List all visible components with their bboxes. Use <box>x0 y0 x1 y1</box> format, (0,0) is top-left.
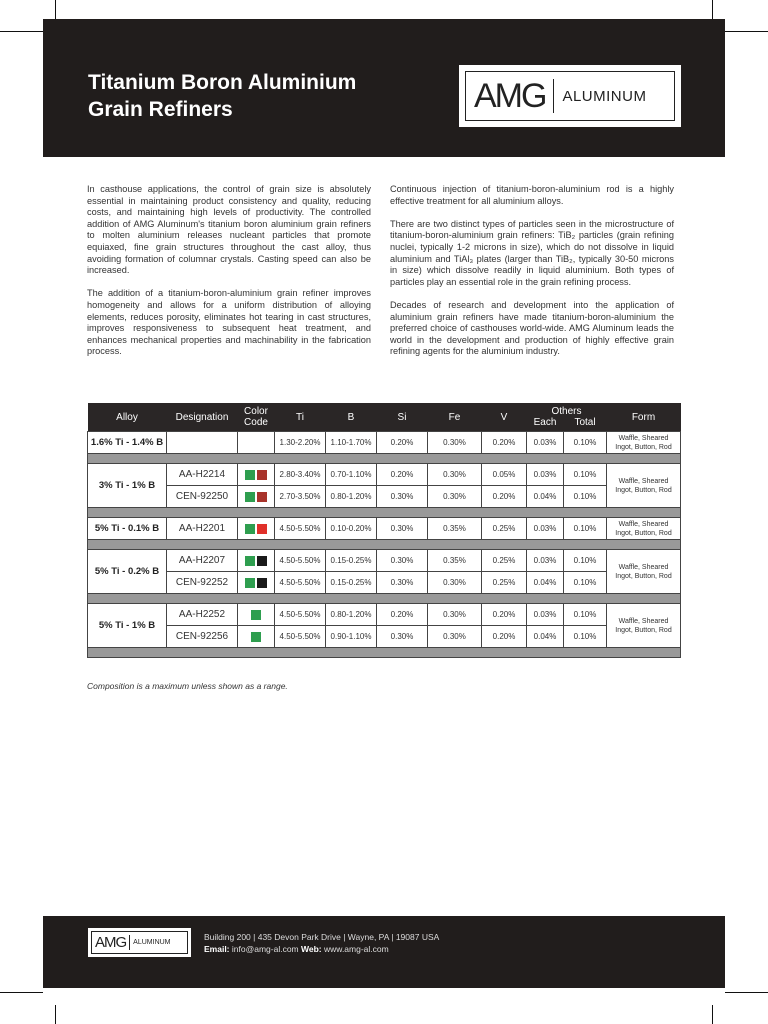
spacer-cell <box>88 540 681 550</box>
body-column-left <box>87 184 371 370</box>
logo-frame <box>465 71 675 121</box>
b-cell: 0.80-1.20% <box>326 486 377 508</box>
paragraph: There are two distinct types of particles seen in the microstructure of titanium-boron-aluminium grain refiners: TiB₂ particles (grain refining nuclei, typically 1-2 microns in size), which do not dissolve in liquid aluminium and TiAl₃ plates (larger than TiB₂, typically 30-50 microns in size) which dissolve readily in liquid aluminium. Both types of particles play an essential role in the grain refining process. <box>390 218 674 287</box>
form-line-2: Ingot, Button, Rod <box>615 486 672 494</box>
total-cell: 0.10% <box>564 486 607 508</box>
paragraph: In casthouse applications, the control of grain size is absolutely essential in maintaining product consistency and quality, reducing costs, and maintaining high levels of productivity. The controlled addition of AMG Aluminum's titanium boron aluminium grain refiners to molten aluminium releases nucleant particles that promote equiaxed, fine grain structures throughout the cast alloy, thus avoiding formation of columnar crystals. Casting speed can also be increased. <box>87 184 371 276</box>
alloy-cell: 5% Ti - 0.2% B <box>88 550 167 594</box>
form-cell <box>607 432 681 454</box>
spacer-cell <box>88 594 681 604</box>
v-cell: 0.25% <box>482 518 527 540</box>
fe-cell: 0.30% <box>428 432 482 454</box>
table-spacer-row <box>88 508 681 518</box>
designation-cell: CEN-92256 <box>167 626 238 648</box>
footer-contact <box>204 931 439 955</box>
crop-mark <box>725 992 768 993</box>
paragraph: The addition of a titanium-boron-aluminium grain refiner improves homogeneity and allows for a uniform distribution of alloying elements, reduces porosity, eliminates hot tearing in cast structures, improves responsiveness to subsequent heat treatment, and enhances mechanical properties and machinability in the fabrication process. <box>87 288 371 357</box>
form-line-1: Waffle, Sheared <box>618 477 669 485</box>
footer-logo-frame <box>91 931 188 954</box>
header-color-code <box>238 403 275 432</box>
form-line-1: Waffle, Sheared <box>618 563 669 571</box>
each-cell: 0.04% <box>527 626 564 648</box>
form-line-2: Ingot, Button, Rod <box>615 443 672 451</box>
red-swatch <box>257 492 267 502</box>
color-code-cell <box>238 626 275 648</box>
title-line-2: Grain Refiners <box>88 98 233 121</box>
fe-cell: 0.35% <box>428 550 482 572</box>
green-swatch <box>245 524 255 534</box>
footer-logo-aluminum-text: ALUMINUM <box>133 939 171 946</box>
color-code-cell <box>238 486 275 508</box>
table-spacer-row <box>88 454 681 464</box>
v-cell: 0.20% <box>482 626 527 648</box>
header-others-sub <box>527 417 607 428</box>
si-cell: 0.30% <box>377 572 428 594</box>
designation-cell: AA-H2214 <box>167 464 238 486</box>
table-spacer-row <box>88 540 681 550</box>
logo-divider <box>553 79 554 113</box>
designation-cell: AA-H2201 <box>167 518 238 540</box>
crop-mark <box>55 1005 56 1024</box>
si-cell: 0.20% <box>377 432 428 454</box>
ti-cell: 4.50-5.50% <box>275 550 326 572</box>
total-cell: 0.10% <box>564 464 607 486</box>
each-cell: 0.03% <box>527 464 564 486</box>
footer-logo-amg-text: AMG <box>95 934 127 951</box>
b-cell: 0.10-0.20% <box>326 518 377 540</box>
si-cell: 0.30% <box>377 486 428 508</box>
total-cell: 0.10% <box>564 432 607 454</box>
color-code-cell <box>238 464 275 486</box>
v-cell: 0.20% <box>482 432 527 454</box>
header-total: Total <box>574 417 596 428</box>
crop-mark <box>712 1005 713 1024</box>
b-cell: 0.70-1.10% <box>326 464 377 486</box>
black-swatch <box>257 556 267 566</box>
email-label: Email: <box>204 944 230 954</box>
crop-mark <box>725 31 768 32</box>
si-cell: 0.30% <box>377 550 428 572</box>
table-row <box>88 432 681 454</box>
each-cell: 0.03% <box>527 518 564 540</box>
page-title <box>88 69 408 123</box>
each-cell: 0.03% <box>527 550 564 572</box>
alloy-cell: 5% Ti - 1% B <box>88 604 167 648</box>
b-cell: 0.90-1.10% <box>326 626 377 648</box>
email-link[interactable]: info@amg-al.com <box>231 944 299 954</box>
header-others <box>527 403 607 432</box>
header-banner <box>43 19 725 157</box>
green-swatch <box>245 492 255 502</box>
form-line-1: Waffle, Sheared <box>618 617 669 625</box>
paragraph: Continuous injection of titanium-boron-aluminium rod is a highly effective treatment for all aluminium alloys. <box>390 184 674 206</box>
fe-cell: 0.30% <box>428 486 482 508</box>
fe-cell: 0.30% <box>428 464 482 486</box>
v-cell: 0.20% <box>482 486 527 508</box>
green-swatch <box>245 470 255 480</box>
fe-cell: 0.35% <box>428 518 482 540</box>
body-column-right <box>390 184 674 370</box>
form-line-1: Waffle, Sheared <box>618 520 669 528</box>
spacer-cell <box>88 648 681 658</box>
green-swatch <box>251 610 261 620</box>
green-swatch <box>251 632 261 642</box>
logo-amg-text: AMG <box>474 76 546 115</box>
ti-cell: 1.30-2.20% <box>275 432 326 454</box>
red-swatch <box>257 470 267 480</box>
each-cell: 0.03% <box>527 432 564 454</box>
fe-cell: 0.30% <box>428 604 482 626</box>
logo-aluminum-text: ALUMINUM <box>562 87 647 105</box>
total-cell: 0.10% <box>564 550 607 572</box>
header-b: B <box>326 403 377 432</box>
v-cell: 0.25% <box>482 550 527 572</box>
table-row <box>88 486 681 508</box>
designation-cell <box>167 432 238 454</box>
header-color-text: Color <box>244 406 268 417</box>
header-each: Each <box>533 417 557 428</box>
form-line-2: Ingot, Button, Rod <box>615 572 672 580</box>
header-v: V <box>482 403 527 432</box>
ti-cell: 4.50-5.50% <box>275 572 326 594</box>
green-swatch <box>245 556 255 566</box>
color-code-cell <box>238 550 275 572</box>
each-cell: 0.04% <box>527 486 564 508</box>
green-swatch <box>245 578 255 588</box>
color-code-cell <box>238 572 275 594</box>
form-cell <box>607 464 681 508</box>
form-cell <box>607 550 681 594</box>
table-caption: Composition is a maximum unless shown as a range. <box>87 681 288 691</box>
designation-cell: CEN-92252 <box>167 572 238 594</box>
each-cell: 0.03% <box>527 604 564 626</box>
table-spacer-row <box>88 648 681 658</box>
ti-cell: 2.70-3.50% <box>275 486 326 508</box>
header-alloy: Alloy <box>88 403 167 432</box>
header-fe: Fe <box>428 403 482 432</box>
si-cell: 0.30% <box>377 626 428 648</box>
ti-cell: 4.50-5.50% <box>275 626 326 648</box>
total-cell: 0.10% <box>564 572 607 594</box>
header-si: Si <box>377 403 428 432</box>
spacer-cell <box>88 508 681 518</box>
ti-cell: 2.80-3.40% <box>275 464 326 486</box>
web-label: Web: <box>301 944 322 954</box>
b-cell: 0.15-0.25% <box>326 572 377 594</box>
header-form: Form <box>607 403 681 432</box>
designation-cell: AA-H2252 <box>167 604 238 626</box>
form-cell <box>607 518 681 540</box>
table-row <box>88 572 681 594</box>
designation-cell: AA-H2207 <box>167 550 238 572</box>
color-code-cell <box>238 604 275 626</box>
header-ti: Ti <box>275 403 326 432</box>
table-row <box>88 604 681 626</box>
b-cell: 1.10-1.70% <box>326 432 377 454</box>
alloy-cell: 5% Ti - 0.1% B <box>88 518 167 540</box>
header-others-text: Others <box>551 406 582 417</box>
crop-mark <box>55 0 56 19</box>
table-row <box>88 518 681 540</box>
each-cell: 0.04% <box>527 572 564 594</box>
paragraph: Decades of research and development into the application of aluminium grain refiners have made titanium-boron-aluminium the preferred choice of casthouses world-wide. AMG Aluminum leads the world in the development and production of highly effective grain refining agents for the aluminium industry. <box>390 299 674 357</box>
total-cell: 0.10% <box>564 626 607 648</box>
footer-address: Building 200 | 435 Devon Park Drive | Wayne, PA | 19087 USA <box>204 932 440 942</box>
alloy-cell: 3% Ti - 1% B <box>88 464 167 508</box>
total-cell: 0.10% <box>564 604 607 626</box>
v-cell: 0.25% <box>482 572 527 594</box>
table-row <box>88 626 681 648</box>
si-cell: 0.30% <box>377 518 428 540</box>
title-line-1: Titanium Boron Aluminium <box>88 71 357 94</box>
v-cell: 0.05% <box>482 464 527 486</box>
table-header-row <box>88 403 681 432</box>
footer-logo-divider <box>129 935 130 950</box>
footer-amg-logo <box>88 928 191 957</box>
si-cell: 0.20% <box>377 604 428 626</box>
color-code-cell <box>238 432 275 454</box>
b-cell: 0.80-1.20% <box>326 604 377 626</box>
amg-logo <box>459 65 681 127</box>
color-code-cell <box>238 518 275 540</box>
table-spacer-row <box>88 594 681 604</box>
designation-cell: CEN-92250 <box>167 486 238 508</box>
web-link[interactable]: www.amg-al.com <box>324 944 389 954</box>
fe-cell: 0.30% <box>428 572 482 594</box>
footer-links <box>204 943 439 955</box>
fe-cell: 0.30% <box>428 626 482 648</box>
table-row <box>88 464 681 486</box>
crop-mark <box>712 0 713 19</box>
spacer-cell <box>88 454 681 464</box>
form-line-2: Ingot, Button, Rod <box>615 626 672 634</box>
total-cell: 0.10% <box>564 518 607 540</box>
crop-mark <box>0 992 43 993</box>
ti-cell: 4.50-5.50% <box>275 518 326 540</box>
form-cell <box>607 604 681 648</box>
form-line-1: Waffle, Sheared <box>618 434 669 442</box>
form-line-2: Ingot, Button, Rod <box>615 529 672 537</box>
si-cell: 0.20% <box>377 464 428 486</box>
alloy-cell: 1.6% Ti - 1.4% B <box>88 432 167 454</box>
composition-table <box>87 403 681 658</box>
v-cell: 0.20% <box>482 604 527 626</box>
black-swatch <box>257 578 267 588</box>
crop-mark <box>0 31 43 32</box>
red-swatch <box>257 524 267 534</box>
table-row <box>88 550 681 572</box>
header-code-text: Code <box>244 417 268 428</box>
header-designation: Designation <box>167 403 238 432</box>
b-cell: 0.15-0.25% <box>326 550 377 572</box>
ti-cell: 4.50-5.50% <box>275 604 326 626</box>
